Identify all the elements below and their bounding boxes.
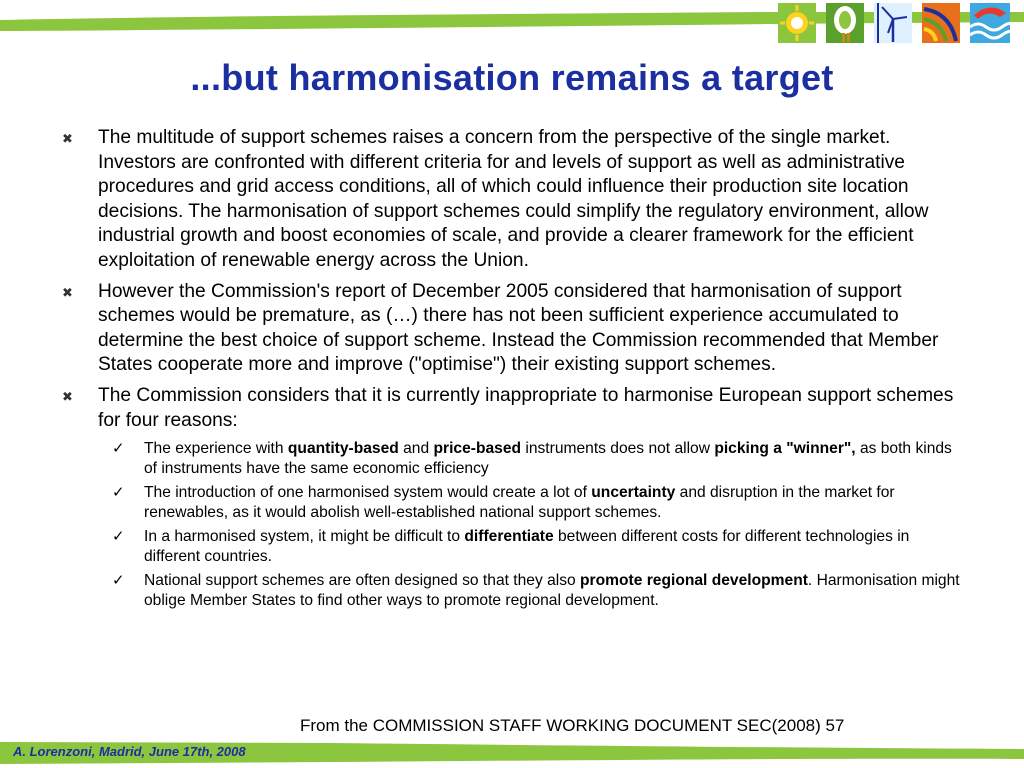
checkmark-icon: ✓ [112, 528, 125, 546]
reason-item [60, 483, 965, 523]
bullet-item [60, 126, 965, 274]
bullet-text: The Commission considers that it is currently inappropriate to harmonise European support schemes for four reasons: [98, 384, 954, 431]
footer-author-date: A. Lorenzoni, Madrid, June 17th, 2008 [13, 744, 246, 759]
checkmark-icon: ✓ [112, 572, 125, 590]
reason-item [60, 439, 965, 479]
wind-turbine-icon [874, 3, 912, 43]
reason-emphasis: differentiate [464, 528, 554, 546]
reason-emphasis: promote regional development [580, 572, 808, 590]
checkmark-icon: ✓ [112, 440, 125, 458]
reason-text: and [398, 440, 434, 458]
reason-text: National support schemes are often designed so that they also [144, 572, 581, 590]
bullet-text: However the Commission's report of December 2005 considered that harmonisation of support schemes would be premature, as (…) there has not been sufficient experience accumulated to determine the best choice of support scheme. Instead the Commission recommended that Member States cooperate more and improve ("optimise") their existing support schemes. [98, 280, 939, 376]
reason-emphasis: uncertainty [591, 484, 676, 502]
reasons-list [60, 439, 965, 611]
slide-title: ...but harmonisation remains a target [190, 57, 834, 98]
reason-emphasis: quantity-based [287, 440, 399, 458]
reason-emphasis: price-based [433, 440, 522, 458]
reason-text: The introduction of one harmonised system would create a lot of [144, 484, 592, 502]
biomass-leaf-icon [826, 3, 864, 43]
reason-emphasis: picking a "winner", [714, 440, 856, 458]
reason-text: instruments does not allow [521, 440, 715, 458]
checkmark-icon: ✓ [112, 484, 125, 502]
reason-text: and disruption in the market for renewables, as it would abolish well-established national support schemes. [144, 484, 895, 522]
cross-bullet-icon: ✖ [62, 284, 73, 300]
bullet-item [60, 280, 965, 378]
geothermal-icon [922, 3, 960, 43]
reason-item [60, 571, 965, 611]
sun-icon [778, 3, 816, 43]
reason-text: as both kinds of instruments have the same economic efficiency [144, 440, 952, 478]
cross-bullet-icon: ✖ [62, 388, 73, 404]
bullet-item [60, 384, 965, 433]
reason-item [60, 527, 965, 567]
reason-text: In a harmonised system, it might be difficult to [144, 528, 465, 546]
reason-text: The experience with [144, 440, 288, 458]
wave-icon [970, 3, 1014, 43]
reason-text: . Harmonisation might oblige Member States to find other ways to promote regional development. [144, 572, 960, 610]
source-citation: From the COMMISSION STAFF WORKING DOCUMENT SEC(2008) 57 [300, 716, 845, 735]
bullet-text: The multitude of support schemes raises a concern from the perspective of the single market. Investors are confronted with different criteria for and levels of support as well as administrative procedures and grid access conditions, all of which could influence their production site location decisions. The harmonisation of support schemes could simplify the regulatory environment, allow industrial growth and boost economies of scale, and provide a clearer framework for the efficient exploitation of renewable energy across the Union. [98, 127, 929, 271]
energy-icons [778, 3, 1016, 45]
cross-bullet-icon: ✖ [62, 131, 73, 146]
slide-body [60, 126, 965, 615]
reason-text: between different costs for different technologies in different countries. [144, 528, 910, 566]
